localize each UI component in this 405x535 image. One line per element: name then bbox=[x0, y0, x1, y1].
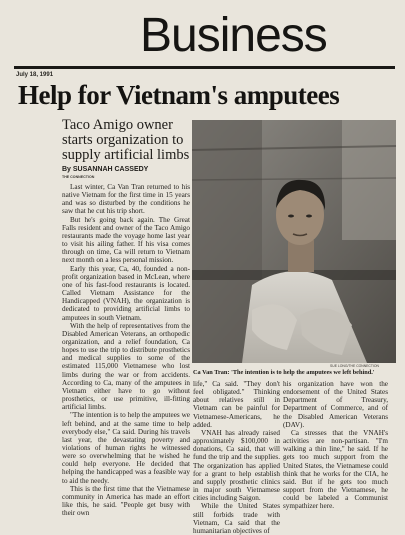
article-column-3 bbox=[283, 380, 388, 530]
issue-date: July 18, 1991 bbox=[16, 72, 54, 78]
paragraph: Ca stresses that the VNAH's activities are non-partisan. "I'm walking a thin line," he said. If he gets too much support from the United States, the Vietnamese could think that he works for the CIA, he said. But if he gets too much support from the Vietnamese, he could be labeled a Communist sympathizer here. bbox=[283, 428, 388, 511]
article-column-2 bbox=[193, 380, 280, 535]
paragraph: "The intention is to help the amputees we left behind, and at the same time to help everybody else," Ca said. During his travels last year, the devastating poverty and violations of human rights he witnessed were so overwhelming that he wished he could help everyone. He decided that helping the handicapped was a feasible way to aid the needy. bbox=[62, 411, 190, 485]
article-byline: By SUSANNAH CASSEDY bbox=[62, 166, 149, 173]
paragraph: Early this year, Ca, 40, founded a non-profit organization based in McLean, where one of his fast-food restaurants is located. Called Vietnam Assistance for the Handicapped (VNAH), the organization is dedicated to providing artificial limbs to amputees in south Vietnam. bbox=[62, 264, 190, 322]
portrait-photo-illustration bbox=[192, 120, 396, 363]
paragraph: life," Ca said. "They don't feel obligated." Thinking about relatives still in Vietnam can be painful for Vietnamese-Americans, he added. bbox=[193, 380, 280, 429]
article-headline: Help for Vietnam's amputees bbox=[18, 80, 340, 110]
article-subhead: Taco Amigo owner starts organization to supply artificial limbs bbox=[62, 117, 190, 163]
masthead-rule bbox=[14, 66, 395, 69]
article-column-1 bbox=[62, 183, 190, 528]
paragraph: This is the first time that the Vietnamese community in America has made an effort like this, he said. "People get busy with their own bbox=[62, 484, 190, 518]
photo-credit: SUE LONG/THE CONNECTION bbox=[330, 364, 379, 368]
section-title: Business bbox=[140, 9, 327, 62]
paragraph: his organization have won the endorsement of the United States Department of Treasury, Department of Commerce, and of the Disabled American Veterans (DAV). bbox=[283, 380, 388, 429]
paragraph: But he's going back again. The Great Falls resident and owner of the Taco Amigo restaurants made the voyage home last year to visit his ailing father. If his visa comes through on time, Ca will return to Vietnam next month on a less personal mission. bbox=[62, 215, 190, 265]
byline-organization: THE CONNECTION bbox=[62, 175, 95, 179]
paragraph: VNAH has already raised approximately $100,000 in donations, Ca said, that will fund the trip and the supplies. The organization has applied for a grant to help establish and supply prosthetic clinics in major south Vietnamese cities including Saigon. bbox=[193, 428, 280, 503]
portrait-photo bbox=[192, 120, 396, 363]
paragraph: While the United States still forbids trade with Vietnam, Ca said that the humanitarian objectives of bbox=[193, 502, 280, 535]
photo-caption: Ca Van Tran: 'The intention is to help the amputees we left behind.' bbox=[193, 369, 375, 376]
paragraph: Last winter, Ca Van Tran returned to his native Vietnam for the first time in 15 years and was so disturbed by the conditions he saw that he cut his trip short. bbox=[62, 183, 190, 216]
paragraph: With the help of representatives from the Disabled American Veterans, an orthopedic organization, and a relief foundation, Ca hopes to use the trip to distribute prosthetics and medical supplies to some of the estimated 115,000 Vietnamese who lost limbs during the war or from accidents. According to Ca, many of the amputees in Vietnam either have to go without prosthetics, or use primitive, ill-fitting artificial limbs. bbox=[62, 321, 190, 412]
section-masthead bbox=[0, 9, 405, 78]
